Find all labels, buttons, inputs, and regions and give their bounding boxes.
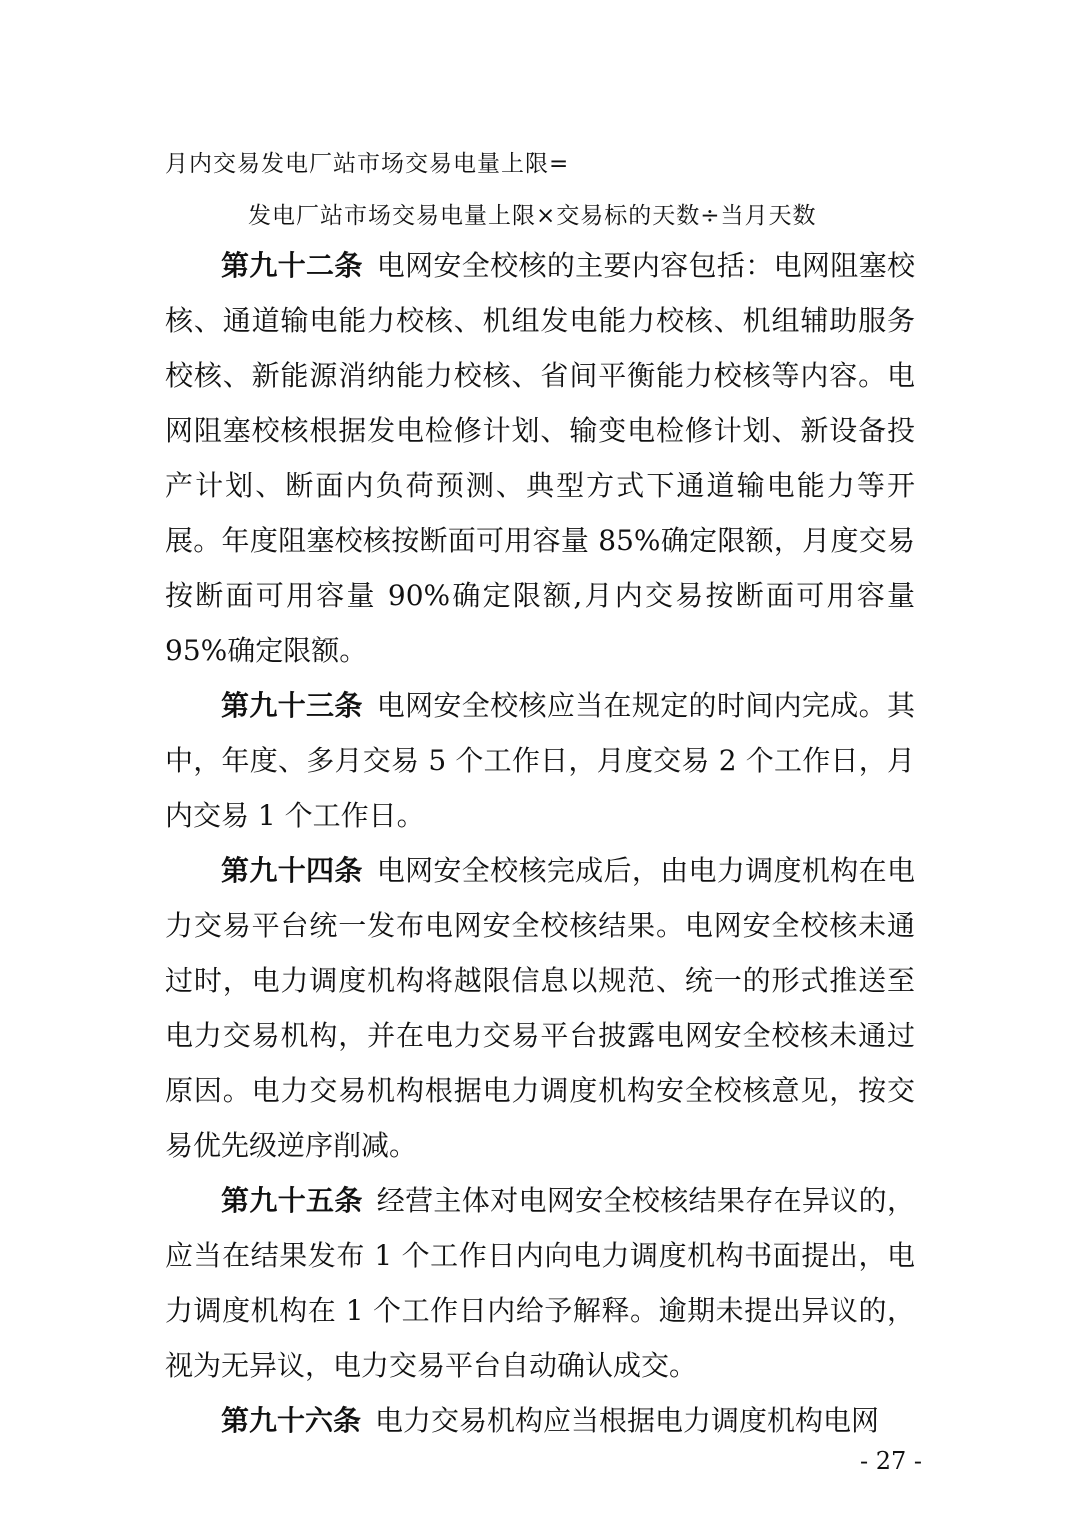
article-text: 电力交易机构应当根据电力调度机构电网 <box>375 1404 880 1437</box>
article-label: 第九十三条 <box>221 689 363 722</box>
article-text: 电网安全校核应当在规定的时间内完成。其中，年度、多月交易 5 个工作日，月度交易 2 个工作日，月内交易 1 个工作日。 <box>165 689 915 832</box>
formula-right-side: 发电厂站市场交易电量上限×交易标的天数÷当月天数 <box>248 203 817 229</box>
article-96 <box>165 1393 915 1448</box>
article-text: 经营主体对电网安全校核结果存在异议的，应当在结果发布 1 个工作日内向电力调度机构书面提出，电力调度机构在 1 个工作日内给予解释。逾期未提出异议的，视为无异议，电力交易平台自动确认成交。 <box>165 1184 915 1382</box>
article-label: 第九十六条 <box>221 1404 362 1437</box>
article-label: 第九十二条 <box>221 249 363 282</box>
article-95 <box>165 1173 915 1393</box>
article-92 <box>165 238 915 678</box>
page-number: - 27 - <box>860 1447 923 1475</box>
article-label: 第九十四条 <box>221 854 363 887</box>
article-text: 电网安全校核的主要内容包括：电网阻塞校核、通道输电能力校核、机组发电能力校核、机组辅助服务校核、新能源消纳能力校核、省间平衡能力校核等内容。电网阻塞校核根据发电检修计划、输变电检修计划、新设备投产计划、断面内负荷预测、典型方式下通道输电能力等开展。年度阻塞校核按断面可用容量 85%确定限额，月度交易按断面可用容量 90%确定限额,月内交易按断面可用容量 95%确定限额。 <box>165 249 915 667</box>
article-93 <box>165 678 915 843</box>
formula-left-side: 月内交易发电厂站市场交易电量上限= <box>165 151 570 177</box>
article-text: 电网安全校核完成后，由电力调度机构在电力交易平台统一发布电网安全校核结果。电网安全校核未通过时，电力调度机构将越限信息以规范、统一的形式推送至电力交易机构，并在电力交易平台披露电网安全校核未通过原因。电力交易机构根据电力调度机构安全校核意见，按交易优先级逆序削减。 <box>165 854 915 1162</box>
body-text <box>165 238 915 1448</box>
article-94 <box>165 843 915 1173</box>
article-label: 第九十五条 <box>221 1184 363 1217</box>
